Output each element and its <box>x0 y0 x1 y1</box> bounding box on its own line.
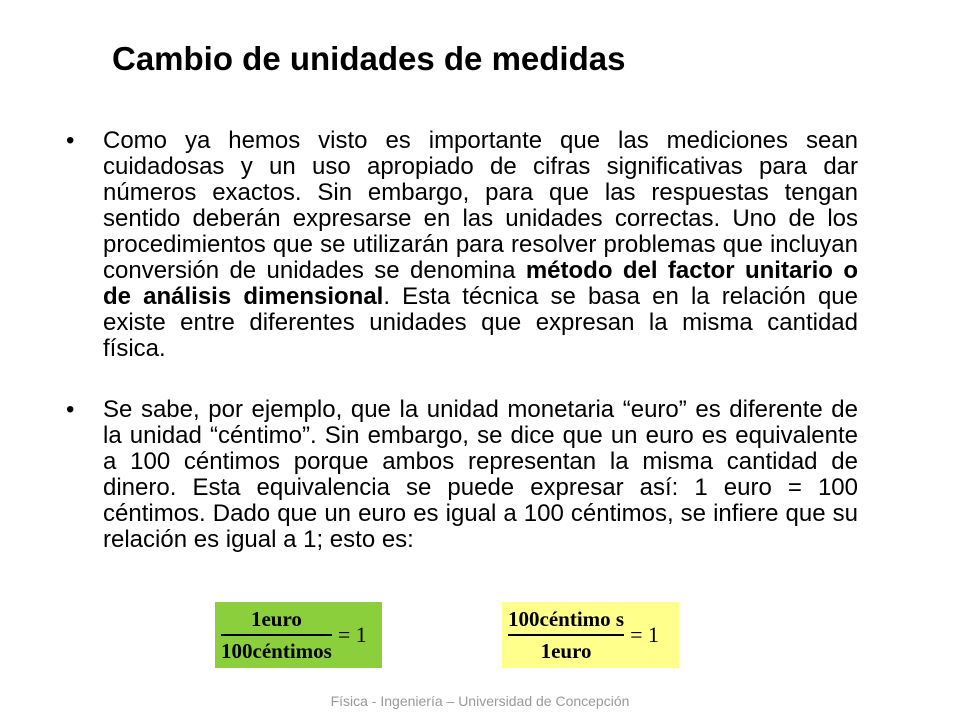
bullet-icon: • <box>66 396 75 423</box>
fraction-bar <box>221 634 332 636</box>
paragraph-text-start: Como ya hemos visto es importante que las mediciones sean cuidadosas y un uso apropiado de cifras significativas para dar números exactos. Sin embargo, para que las respuestas tengan sentido deberán expresarse en las unidades correctas. Uno de los procedimientos que se utilizarán para resolver problemas que incluyan conversión de unidades se denomina <box>103 127 858 284</box>
bullet-paragraph-2 <box>66 397 858 553</box>
bullet-icon: • <box>66 127 75 154</box>
bold-term: método del factor unitario o de análisis dimensional <box>103 257 859 310</box>
paragraph-text-end: . Esta técnica se basa en la relación que existe entre diferentes unidades que expresan la misma cantidad física. <box>103 283 858 362</box>
paragraph-text <box>103 128 858 362</box>
fraction-numerator: 100céntimo s <box>508 607 625 632</box>
fraction-denominator: 1euro <box>540 638 592 663</box>
fraction-denominator: 100céntimos <box>221 638 332 663</box>
bullet-paragraph-1 <box>66 128 858 362</box>
fraction-bar <box>508 634 624 636</box>
fraction-numerator: 1euro <box>250 607 302 632</box>
fraction <box>508 607 624 663</box>
fraction <box>221 607 332 663</box>
equals-one: = 1 <box>337 622 367 647</box>
slide-title: Cambio de unidades de medidas <box>112 40 626 77</box>
slide-footer: Física - Ingeniería – Universidad de Concepción <box>330 693 630 709</box>
conversion-factor-centimos-to-euro <box>502 602 679 668</box>
conversion-factor-euro-to-centimos <box>215 602 382 668</box>
paragraph-text: Se sabe, por ejemplo, que la unidad monetaria “euro” es diferente de la unidad “céntimo”. Sin embargo, se dice que un euro es equivalente a 100 céntimos porque ambos representan la misma cantidad de dinero. Esta equivalencia se puede expresar así: 1 euro = 100 céntimos. Dado que un euro es igual a 100 céntimos, se infiere que su relación es igual a 1; esto es: <box>103 396 858 553</box>
equals-one: = 1 <box>630 622 659 647</box>
